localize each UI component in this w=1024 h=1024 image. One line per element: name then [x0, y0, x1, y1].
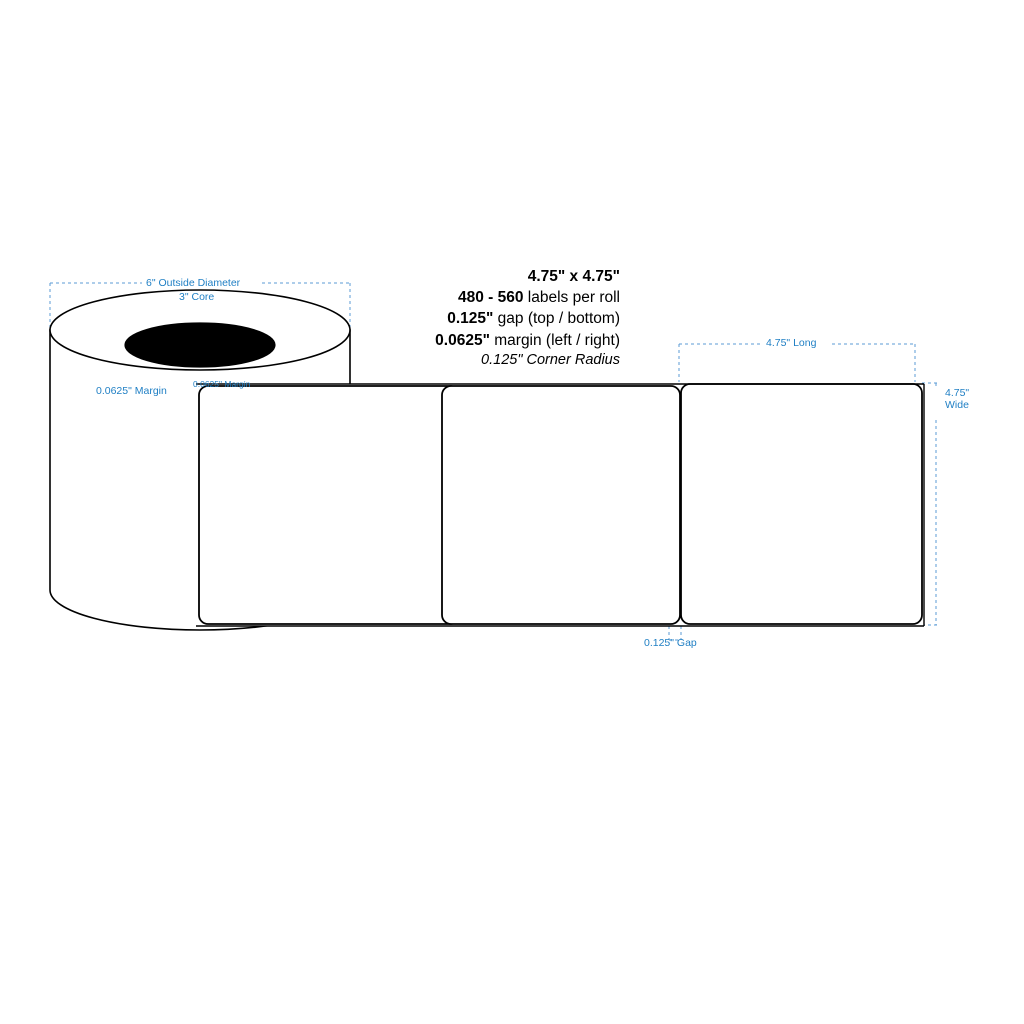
label-3 [681, 384, 922, 624]
label-web [196, 384, 924, 626]
label-2 [442, 386, 680, 624]
label-1 [199, 386, 459, 624]
spec-size [300, 266, 620, 287]
spec-size-value: 4.75" x 4.75" [527, 268, 620, 285]
dim-core: 3" Core [179, 291, 215, 303]
dim-label-wide-line1: 4.75" [945, 387, 970, 399]
spec-margin-rest: margin (left / right) [489, 331, 620, 349]
dim-outside-diameter: 6" Outside Diameter [146, 277, 241, 289]
spec-labels-value: 480 - 560 [458, 289, 524, 307]
spec-corner-radius: 0.125" Corner Radius [481, 351, 620, 368]
spec-gap [300, 308, 620, 329]
spec-gap-value: 0.125" [447, 310, 494, 328]
dim-gap: 0.125" Gap [644, 637, 697, 649]
dim-label-wide-line2: Wide [945, 399, 969, 412]
spec-labels-rest: labels per roll [523, 289, 620, 307]
dim-left-margin: 0.0625" Margin [96, 385, 167, 397]
spec-margin-value: 0.0625" [435, 331, 490, 349]
dim-right-margin: 0.0625" Margin [193, 379, 251, 389]
spec-margin [300, 330, 620, 351]
roll-core-hole [125, 323, 275, 367]
spec-gap-rest: gap (top / bottom) [493, 310, 620, 328]
spec-text-block [300, 266, 620, 371]
dim-label-long: 4.75" Long [766, 337, 817, 349]
dim-label-wide [945, 387, 969, 412]
spec-labels-per-roll [300, 287, 620, 308]
